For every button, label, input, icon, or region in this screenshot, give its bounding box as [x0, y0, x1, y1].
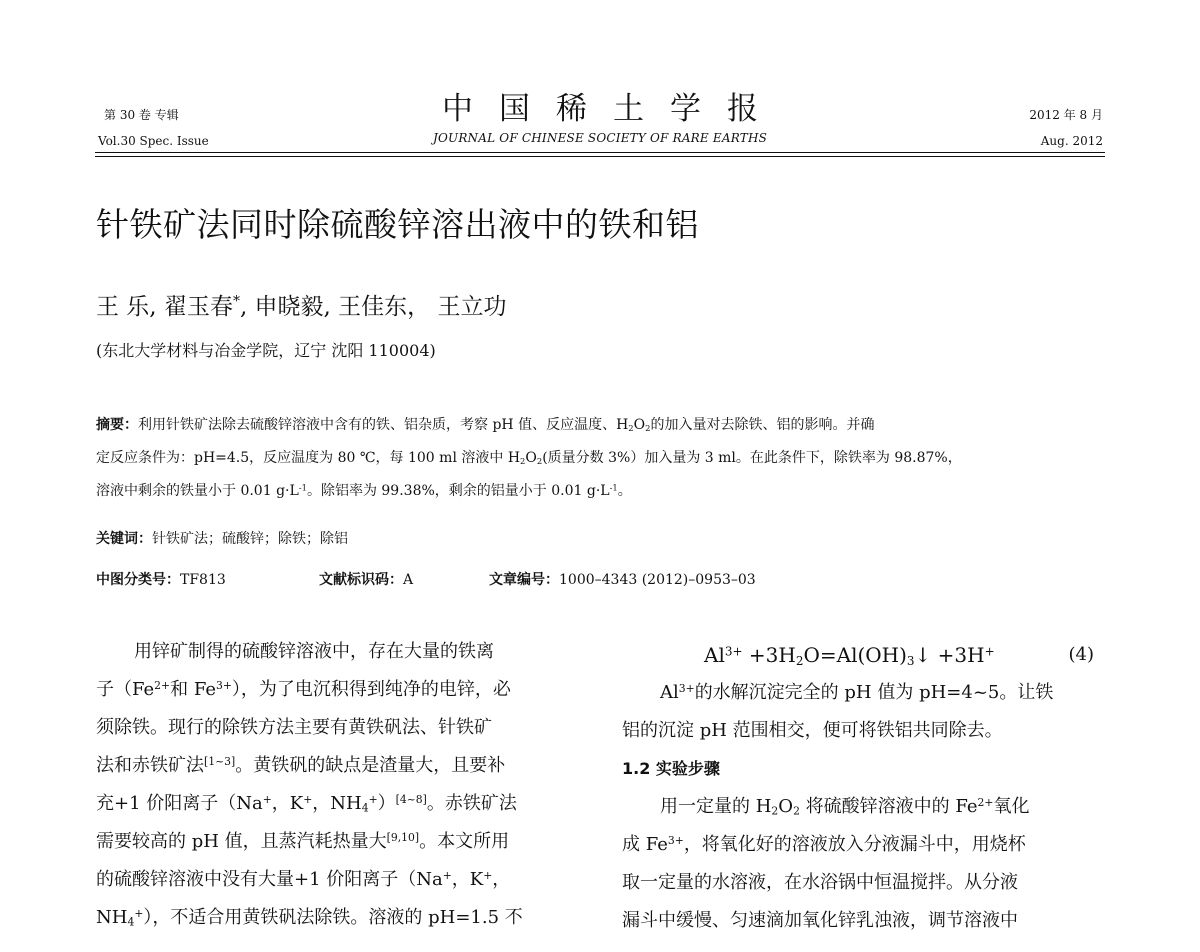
affiliation: (东北大学材料与冶金学院，辽宁 沈阳 110004): [96, 341, 436, 360]
text: Al: [660, 682, 679, 703]
text: ）: [377, 793, 396, 814]
author-2: 翟玉春: [163, 294, 233, 320]
abstract: [96, 409, 1106, 508]
article-number: [489, 565, 756, 595]
body-line: 须除铁。现行的除铁方法主要有黄铁矾法、针铁矿: [96, 717, 492, 738]
body-line: [96, 785, 574, 823]
header-rule-top: [95, 152, 1105, 153]
superscript: 2+: [154, 679, 171, 693]
subscript: 4: [361, 801, 369, 815]
journal-name-en: JOURNAL OF CHINESE SOCIETY OF RARE EARTHS: [432, 131, 768, 145]
text: NH: [96, 907, 128, 928]
text: ，K: [271, 793, 304, 814]
author-list: [96, 290, 507, 324]
abstract-line-2: [96, 442, 1106, 475]
text: O: [778, 796, 794, 817]
text: ），为了电沉积得到纯净的电锌，必: [231, 679, 511, 700]
section-heading: 1.2 实验步骤: [622, 759, 720, 778]
clc-label: 中图分类号：: [96, 572, 180, 588]
abstract-text: 溶液中剩余的铁量小于 0.01 g·L: [96, 483, 299, 499]
abstract-text: O: [525, 450, 537, 466]
article-number-value: 1000–4343 (2012)–0953–03: [559, 572, 756, 588]
header-rule-bottom: [95, 156, 1105, 157]
clc-value: TF813: [180, 572, 226, 588]
citation: [4~8]: [395, 793, 427, 807]
volume-en: Vol.30 Spec. Issue: [98, 134, 209, 148]
body-line: [96, 747, 574, 785]
superscript: +: [134, 907, 144, 921]
text: ，NH: [312, 793, 362, 814]
keywords: [96, 524, 348, 554]
text: 充+1 价阳离子（Na: [96, 793, 263, 814]
abstract-text: 。: [617, 483, 632, 499]
text: O=Al(OH): [803, 643, 907, 667]
text: 法和赤铁矿法: [96, 755, 204, 776]
volume-cn: 第 30 卷 专辑: [104, 108, 179, 122]
body-line: 用锌矿制得的硫酸锌溶液中，存在大量的铁离: [134, 641, 494, 662]
superscript: +: [303, 793, 313, 807]
body-line: 铝的沉淀 pH 范围相交，便可将铁铝共同除去。: [622, 720, 1003, 741]
journal-name-cn: 中国稀土学报: [442, 91, 784, 127]
abstract-text: 的加入量对去除铁、铝的影响。并确: [650, 417, 875, 433]
subscript: 4: [127, 915, 135, 929]
equation-number: (4): [1068, 644, 1094, 665]
text: Al: [704, 643, 725, 667]
document-code-label: 文献标识码：: [319, 572, 403, 588]
journal-date: [1029, 102, 1103, 154]
text: 用一定量的 H: [660, 796, 772, 817]
citation: [1~3]: [204, 755, 236, 769]
text: 将硫酸锌溶液中的 Fe: [799, 796, 978, 817]
superscript: 2+: [977, 796, 994, 810]
body-line: [622, 826, 1108, 864]
keywords-text: 针铁矿法；硫酸锌；除铁；除铝: [152, 531, 348, 547]
author-others: , 申晓毅, 王佳东， 王立功: [239, 294, 507, 320]
body-line: 漏斗中缓慢、匀速滴加氧化锌乳浊液，调节溶液中: [622, 910, 1018, 931]
text: 和 Fe: [170, 679, 216, 700]
journal-volume: [98, 102, 209, 154]
date-cn: 2012 年 8 月: [1029, 108, 1103, 122]
superscript: 3+: [724, 644, 743, 659]
paper-title: 针铁矿法同时除硫酸锌溶出液中的铁和铝: [96, 205, 699, 244]
text: +3H: [742, 643, 796, 667]
superscript: +: [483, 869, 493, 883]
corresponding-mark: *: [232, 293, 240, 310]
superscript: 3+: [667, 834, 684, 848]
body-line: [96, 899, 574, 937]
body-line: [622, 674, 1108, 712]
abstract-text: 利用针铁矿法除去硫酸锌溶液中含有的铁、铝杂质，考察 pH 值、反应温度、H: [138, 417, 629, 433]
abstract-text: (质量分数 3%）加入量为 3 ml。在此条件下，除铁率为 98.87%，: [542, 450, 962, 466]
subscript: 2: [645, 423, 651, 434]
superscript: +: [368, 793, 378, 807]
text: ，将氧化好的溶液放入分液漏斗中，用烧杯: [683, 834, 1026, 855]
text: ，K: [451, 869, 484, 890]
text: 氧化: [993, 796, 1030, 817]
text: ↓ +3H: [914, 643, 985, 667]
document-code-value: A: [403, 572, 414, 588]
text: 成 Fe: [622, 834, 668, 855]
citation: [9,10]: [386, 831, 420, 845]
body-right-column: [622, 636, 1108, 940]
abstract-text: 定反应条件为：pH=4.5，反应温度为 80 ℃，每 100 ml 溶液中 H: [96, 450, 521, 466]
author-1: 王 乐,: [96, 294, 157, 320]
text: 需要较高的 pH 值，且蒸汽耗热量大: [96, 831, 387, 852]
text: 。赤铁矿法: [426, 793, 517, 814]
text: 的硫酸锌溶液中没有大量+1 价阳离子（Na: [96, 869, 443, 890]
text: 。黄铁矾的缺点是渣量大，且要补: [235, 755, 506, 776]
abstract-text: 。除铝率为 99.38%，剩余的铝量小于 0.01 g·L: [306, 483, 610, 499]
subscript: 2: [520, 456, 526, 467]
body-line: [622, 788, 1108, 826]
text: 子（Fe: [96, 679, 155, 700]
subscript: 2: [793, 804, 800, 818]
subscript: 2: [536, 456, 543, 467]
abstract-line-3: [96, 475, 1106, 508]
subscript: 2: [771, 804, 779, 818]
date-en: Aug. 2012: [1040, 134, 1103, 148]
article-number-label: 文章编号：: [489, 572, 559, 588]
text: ），不适合用黄铁矾法除铁。溶液的 pH=1.5 不: [143, 907, 523, 928]
journal-header: [300, 90, 900, 146]
superscript: -1: [298, 482, 307, 493]
superscript: +: [262, 793, 272, 807]
body-line: [96, 823, 574, 861]
superscript: -1: [609, 482, 618, 493]
abstract-text: O: [633, 417, 646, 433]
document-code: [319, 565, 413, 595]
abstract-label: 摘要：: [96, 417, 138, 433]
superscript: 3+: [215, 679, 232, 693]
body-line: [96, 861, 574, 899]
text: ，: [492, 869, 511, 890]
body-line: [96, 671, 574, 709]
keywords-label: 关键词：: [96, 531, 152, 547]
text: 的水解沉淀完全的 pH 值为 pH=4~5。让铁: [694, 682, 1054, 703]
equation-4: [622, 636, 1108, 674]
superscript: +: [442, 869, 452, 883]
subscript: 2: [628, 423, 634, 434]
superscript: 3+: [678, 682, 695, 696]
abstract-line-1: [96, 409, 1106, 442]
subscript: 2: [795, 654, 804, 668]
superscript: +: [984, 644, 995, 659]
clc-number: [96, 565, 226, 595]
equation-formula: [704, 636, 995, 674]
body-left-column: [96, 633, 574, 937]
subscript: 3: [906, 654, 915, 668]
text: 。本文所用: [419, 831, 510, 852]
body-line: 取一定量的水溶液，在水浴锅中恒温搅拌。从分液: [622, 872, 1018, 893]
